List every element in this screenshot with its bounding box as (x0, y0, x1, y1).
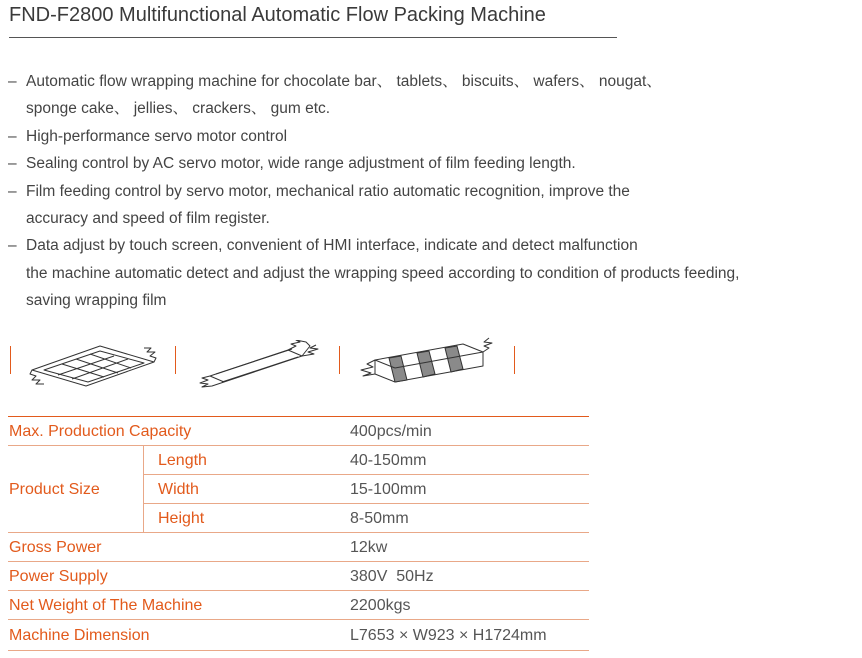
spec-sublabel: Height (158, 510, 205, 527)
dash-bullet: – (8, 127, 17, 145)
row-divider (8, 532, 589, 533)
feature-item (8, 68, 862, 123)
title-underline (9, 37, 617, 38)
dash-bullet: – (8, 237, 17, 255)
feature-item (8, 150, 862, 177)
row-divider (8, 445, 589, 446)
spec-value: 40-150mm (350, 452, 427, 469)
page-title: FND-F2800 Multifunctional Automatic Flow Packing Machine (9, 4, 546, 26)
table-top-rule (8, 416, 589, 417)
pictogram-divider (10, 346, 11, 374)
row-divider (8, 619, 589, 620)
spec-label: Gross Power (9, 539, 102, 556)
grid-tray-package-icon (28, 338, 158, 390)
spec-label: Max. Production Capacity (9, 423, 192, 440)
feature-item (8, 232, 862, 314)
feature-line: accuracy and speed of film register. (26, 210, 270, 228)
spec-label: Machine Dimension (9, 627, 150, 644)
dash-bullet: – (8, 182, 17, 200)
sub-row-divider (143, 474, 589, 475)
feature-line: Film feeding control by servo motor, mechanical ratio automatic recognition, improve the (26, 182, 630, 200)
table-bottom-rule (8, 650, 589, 651)
spec-value: L7653 × W923 × H1724mm (350, 627, 547, 644)
spec-label: Net Weight of The Machine (9, 597, 203, 614)
package-pictograms (0, 332, 862, 392)
feature-line: the machine automatic detect and adjust the wrapping speed according to condition of products feeding, (26, 264, 740, 282)
row-divider (8, 590, 589, 591)
pictogram-divider (514, 346, 515, 374)
feature-line: High-performance servo motor control (26, 127, 288, 145)
row-divider (8, 561, 589, 562)
dash-bullet: – (8, 73, 17, 90)
sub-row-divider (143, 503, 589, 504)
feature-item (8, 178, 862, 233)
spec-value: 8-50mm (350, 510, 409, 527)
dash-bullet: – (8, 155, 17, 173)
bar-package-icon (192, 340, 322, 390)
spec-value: 380V 50Hz (350, 568, 434, 585)
striped-pillow-package-icon (355, 336, 495, 390)
feature-line: Sealing control by AC servo motor, wide range adjustment of film feeding length. (26, 155, 576, 173)
feature-item (8, 123, 862, 150)
spec-value: 12kw (350, 539, 388, 556)
spec-value: 15-100mm (350, 481, 427, 498)
spec-sublabel: Width (158, 481, 199, 498)
feature-line: sponge cake、 jellies、 crackers、 gum etc. (26, 100, 331, 118)
spec-value: 400pcs/min (350, 423, 432, 440)
spec-sublabel: Length (158, 452, 207, 469)
spec-value: 2200kgs (350, 597, 411, 614)
feature-list (8, 68, 862, 315)
feature-line: Automatic flow wrapping machine for chocolate bar、 tablets、 biscuits、 wafers、 nougat、 (26, 73, 662, 90)
sub-column-divider (143, 445, 144, 532)
pictogram-divider (175, 346, 176, 374)
pictogram-divider (339, 346, 340, 374)
feature-line: Data adjust by touch screen, convenient of HMI interface, indicate and detect malfunction (26, 237, 638, 255)
spec-label: Product Size (9, 481, 100, 498)
spec-label: Power Supply (9, 568, 108, 585)
feature-line: saving wrapping film (26, 292, 167, 310)
